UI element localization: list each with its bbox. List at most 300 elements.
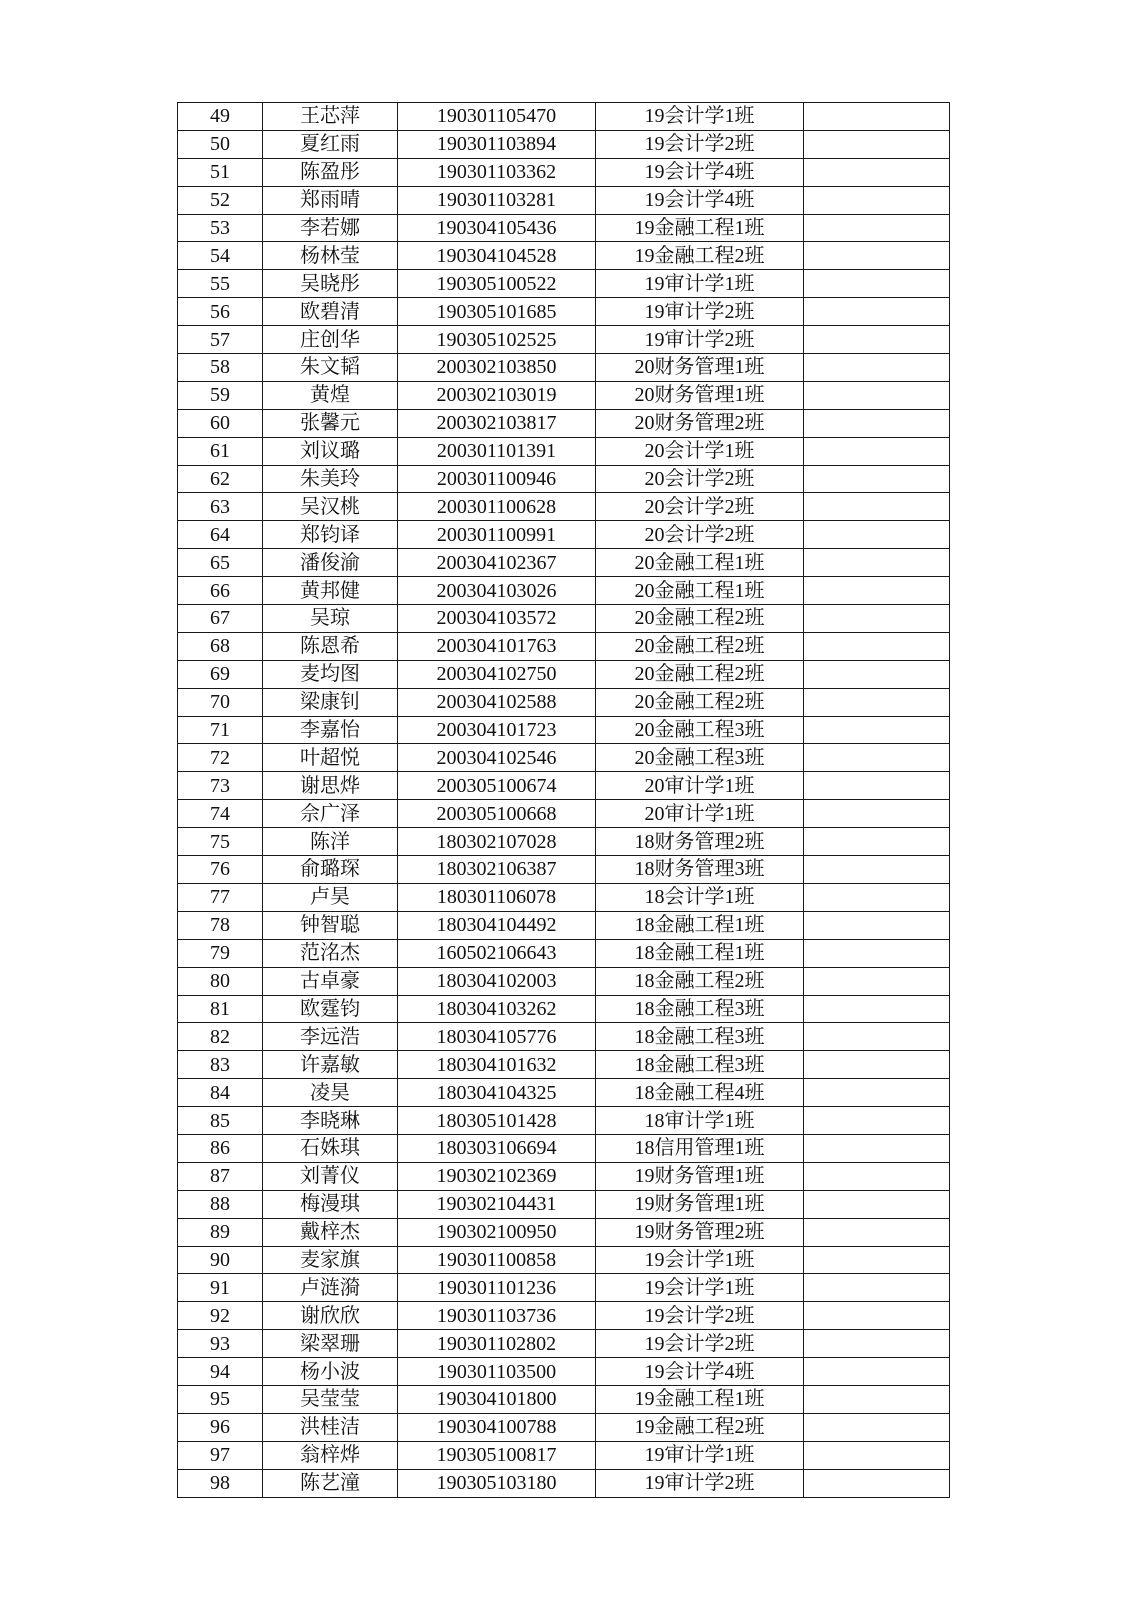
row-number-cell: 83 xyxy=(178,1051,263,1079)
student-id-cell: 190301103736 xyxy=(398,1302,596,1330)
row-number-cell: 81 xyxy=(178,995,263,1023)
remark-cell xyxy=(804,744,950,772)
row-number-cell: 66 xyxy=(178,577,263,605)
student-name-cell: 卢涟漪 xyxy=(263,1274,398,1302)
student-id-cell: 190301105470 xyxy=(398,103,596,131)
row-number-cell: 58 xyxy=(178,354,263,382)
remark-cell xyxy=(804,242,950,270)
student-name-cell: 古卓豪 xyxy=(263,967,398,995)
student-id-cell: 180304104325 xyxy=(398,1079,596,1107)
student-id-cell: 190302104431 xyxy=(398,1190,596,1218)
remark-cell xyxy=(804,1469,950,1497)
student-id-cell: 200302103019 xyxy=(398,381,596,409)
student-name-cell: 陈洋 xyxy=(263,828,398,856)
student-name-cell: 杨小波 xyxy=(263,1358,398,1386)
student-id-cell: 200305100674 xyxy=(398,772,596,800)
student-name-cell: 梁康钊 xyxy=(263,688,398,716)
student-name-cell: 梅漫琪 xyxy=(263,1190,398,1218)
student-id-cell: 180305101428 xyxy=(398,1107,596,1135)
student-id-cell: 180304101632 xyxy=(398,1051,596,1079)
student-id-cell: 190301100858 xyxy=(398,1246,596,1274)
student-name-cell: 佘广泽 xyxy=(263,800,398,828)
class-name-cell: 20审计学1班 xyxy=(596,800,804,828)
table-row xyxy=(178,186,950,214)
remark-cell xyxy=(804,800,950,828)
class-name-cell: 20金融工程3班 xyxy=(596,744,804,772)
table-row xyxy=(178,1385,950,1413)
remark-cell xyxy=(804,939,950,967)
student-id-cell: 190301101236 xyxy=(398,1274,596,1302)
class-name-cell: 20金融工程3班 xyxy=(596,716,804,744)
table-row xyxy=(178,1134,950,1162)
row-number-cell: 93 xyxy=(178,1330,263,1358)
row-number-cell: 75 xyxy=(178,828,263,856)
remark-cell xyxy=(804,158,950,186)
table-row xyxy=(178,577,950,605)
student-id-cell: 180304105776 xyxy=(398,1023,596,1051)
class-name-cell: 20金融工程1班 xyxy=(596,549,804,577)
row-number-cell: 96 xyxy=(178,1413,263,1441)
remark-cell xyxy=(804,465,950,493)
table-row xyxy=(178,1162,950,1190)
student-id-cell: 190305101685 xyxy=(398,298,596,326)
row-number-cell: 69 xyxy=(178,660,263,688)
student-id-cell: 200304102750 xyxy=(398,660,596,688)
remark-cell xyxy=(804,577,950,605)
row-number-cell: 88 xyxy=(178,1190,263,1218)
row-number-cell: 90 xyxy=(178,1246,263,1274)
student-id-cell: 190301103894 xyxy=(398,130,596,158)
class-name-cell: 18金融工程3班 xyxy=(596,1023,804,1051)
remark-cell xyxy=(804,326,950,354)
remark-cell xyxy=(804,1162,950,1190)
remark-cell xyxy=(804,716,950,744)
table-row xyxy=(178,1218,950,1246)
class-name-cell: 20会计学2班 xyxy=(596,465,804,493)
class-name-cell: 19审计学2班 xyxy=(596,298,804,326)
class-name-cell: 19会计学2班 xyxy=(596,1330,804,1358)
student-name-cell: 李晓琳 xyxy=(263,1107,398,1135)
student-id-cell: 200304103572 xyxy=(398,605,596,633)
remark-cell xyxy=(804,828,950,856)
table-row xyxy=(178,1441,950,1469)
student-id-cell: 200301100946 xyxy=(398,465,596,493)
remark-cell xyxy=(804,130,950,158)
table-row xyxy=(178,660,950,688)
remark-cell xyxy=(804,1441,950,1469)
row-number-cell: 49 xyxy=(178,103,263,131)
row-number-cell: 54 xyxy=(178,242,263,270)
student-name-cell: 戴梓杰 xyxy=(263,1218,398,1246)
student-id-cell: 190305103180 xyxy=(398,1469,596,1497)
table-row xyxy=(178,354,950,382)
table-row xyxy=(178,967,950,995)
remark-cell xyxy=(804,995,950,1023)
student-name-cell: 谢思烨 xyxy=(263,772,398,800)
roster-table-body xyxy=(178,103,950,1498)
class-name-cell: 19金融工程2班 xyxy=(596,1413,804,1441)
remark-cell xyxy=(804,967,950,995)
student-name-cell: 夏红雨 xyxy=(263,130,398,158)
class-name-cell: 19审计学1班 xyxy=(596,1441,804,1469)
remark-cell xyxy=(804,1218,950,1246)
class-name-cell: 18金融工程3班 xyxy=(596,1051,804,1079)
remark-cell xyxy=(804,1302,950,1330)
row-number-cell: 85 xyxy=(178,1107,263,1135)
remark-cell xyxy=(804,521,950,549)
student-name-cell: 陈盈彤 xyxy=(263,158,398,186)
remark-cell xyxy=(804,883,950,911)
student-name-cell: 梁翠珊 xyxy=(263,1330,398,1358)
table-row xyxy=(178,995,950,1023)
table-row xyxy=(178,688,950,716)
student-name-cell: 麦均图 xyxy=(263,660,398,688)
student-name-cell: 潘俊渝 xyxy=(263,549,398,577)
table-row xyxy=(178,632,950,660)
student-name-cell: 钟智聪 xyxy=(263,911,398,939)
student-name-cell: 吴汉桃 xyxy=(263,493,398,521)
class-name-cell: 19财务管理2班 xyxy=(596,1218,804,1246)
table-row xyxy=(178,493,950,521)
class-name-cell: 19财务管理1班 xyxy=(596,1162,804,1190)
table-row xyxy=(178,1469,950,1497)
class-name-cell: 19金融工程1班 xyxy=(596,214,804,242)
student-name-cell: 李若娜 xyxy=(263,214,398,242)
class-name-cell: 18金融工程3班 xyxy=(596,995,804,1023)
remark-cell xyxy=(804,1413,950,1441)
remark-cell xyxy=(804,1274,950,1302)
row-number-cell: 87 xyxy=(178,1162,263,1190)
row-number-cell: 71 xyxy=(178,716,263,744)
table-row xyxy=(178,326,950,354)
student-id-cell: 190305102525 xyxy=(398,326,596,354)
row-number-cell: 91 xyxy=(178,1274,263,1302)
student-name-cell: 凌昊 xyxy=(263,1079,398,1107)
table-row xyxy=(178,465,950,493)
row-number-cell: 76 xyxy=(178,856,263,884)
row-number-cell: 89 xyxy=(178,1218,263,1246)
class-name-cell: 19审计学2班 xyxy=(596,326,804,354)
student-id-cell: 190304101800 xyxy=(398,1385,596,1413)
remark-cell xyxy=(804,1023,950,1051)
class-name-cell: 20金融工程2班 xyxy=(596,632,804,660)
row-number-cell: 82 xyxy=(178,1023,263,1051)
student-id-cell: 160502106643 xyxy=(398,939,596,967)
student-id-cell: 190302100950 xyxy=(398,1218,596,1246)
student-id-cell: 190305100817 xyxy=(398,1441,596,1469)
student-name-cell: 杨林莹 xyxy=(263,242,398,270)
remark-cell xyxy=(804,632,950,660)
student-name-cell: 陈艺潼 xyxy=(263,1469,398,1497)
table-row xyxy=(178,856,950,884)
table-row xyxy=(178,158,950,186)
student-name-cell: 吴琼 xyxy=(263,605,398,633)
table-row xyxy=(178,1107,950,1135)
student-id-cell: 200305100668 xyxy=(398,800,596,828)
student-name-cell: 郑雨晴 xyxy=(263,186,398,214)
row-number-cell: 79 xyxy=(178,939,263,967)
table-row xyxy=(178,1023,950,1051)
student-name-cell: 张馨元 xyxy=(263,409,398,437)
class-name-cell: 19会计学1班 xyxy=(596,1246,804,1274)
remark-cell xyxy=(804,493,950,521)
class-name-cell: 18会计学1班 xyxy=(596,883,804,911)
row-number-cell: 92 xyxy=(178,1302,263,1330)
student-name-cell: 石姝琪 xyxy=(263,1134,398,1162)
student-id-cell: 200304102546 xyxy=(398,744,596,772)
student-id-cell: 200304101763 xyxy=(398,632,596,660)
remark-cell xyxy=(804,911,950,939)
remark-cell xyxy=(804,103,950,131)
table-row xyxy=(178,298,950,326)
class-name-cell: 19审计学1班 xyxy=(596,270,804,298)
class-name-cell: 20金融工程1班 xyxy=(596,577,804,605)
class-name-cell: 18金融工程4班 xyxy=(596,1079,804,1107)
student-id-cell: 190301103500 xyxy=(398,1358,596,1386)
remark-cell xyxy=(804,354,950,382)
table-row xyxy=(178,883,950,911)
class-name-cell: 20会计学1班 xyxy=(596,437,804,465)
class-name-cell: 20金融工程2班 xyxy=(596,660,804,688)
table-row xyxy=(178,1190,950,1218)
row-number-cell: 74 xyxy=(178,800,263,828)
remark-cell xyxy=(804,660,950,688)
student-id-cell: 200301100628 xyxy=(398,493,596,521)
student-id-cell: 190304104528 xyxy=(398,242,596,270)
table-row xyxy=(178,911,950,939)
remark-cell xyxy=(804,298,950,326)
class-name-cell: 19会计学2班 xyxy=(596,1302,804,1330)
remark-cell xyxy=(804,409,950,437)
class-name-cell: 18信用管理1班 xyxy=(596,1134,804,1162)
student-id-cell: 180304103262 xyxy=(398,995,596,1023)
remark-cell xyxy=(804,1358,950,1386)
table-row xyxy=(178,521,950,549)
class-name-cell: 20财务管理2班 xyxy=(596,409,804,437)
student-id-cell: 180304102003 xyxy=(398,967,596,995)
row-number-cell: 51 xyxy=(178,158,263,186)
remark-cell xyxy=(804,186,950,214)
row-number-cell: 67 xyxy=(178,605,263,633)
row-number-cell: 57 xyxy=(178,326,263,354)
table-row xyxy=(178,1246,950,1274)
table-row xyxy=(178,130,950,158)
row-number-cell: 59 xyxy=(178,381,263,409)
student-id-cell: 180304104492 xyxy=(398,911,596,939)
row-number-cell: 56 xyxy=(178,298,263,326)
class-name-cell: 19审计学2班 xyxy=(596,1469,804,1497)
student-name-cell: 叶超悦 xyxy=(263,744,398,772)
row-number-cell: 94 xyxy=(178,1358,263,1386)
remark-cell xyxy=(804,1051,950,1079)
student-id-cell: 190304100788 xyxy=(398,1413,596,1441)
remark-cell xyxy=(804,1330,950,1358)
student-name-cell: 陈恩希 xyxy=(263,632,398,660)
table-row xyxy=(178,214,950,242)
student-name-cell: 王芯萍 xyxy=(263,103,398,131)
student-name-cell: 朱文韬 xyxy=(263,354,398,382)
class-name-cell: 19会计学4班 xyxy=(596,186,804,214)
remark-cell xyxy=(804,1385,950,1413)
table-row xyxy=(178,939,950,967)
student-name-cell: 吴晓彤 xyxy=(263,270,398,298)
student-id-cell: 190301103362 xyxy=(398,158,596,186)
remark-cell xyxy=(804,856,950,884)
table-row xyxy=(178,828,950,856)
row-number-cell: 50 xyxy=(178,130,263,158)
remark-cell xyxy=(804,1190,950,1218)
class-name-cell: 20财务管理1班 xyxy=(596,381,804,409)
table-row xyxy=(178,103,950,131)
remark-cell xyxy=(804,437,950,465)
class-name-cell: 18审计学1班 xyxy=(596,1107,804,1135)
student-id-cell: 190301103281 xyxy=(398,186,596,214)
remark-cell xyxy=(804,270,950,298)
student-name-cell: 麦家旗 xyxy=(263,1246,398,1274)
remark-cell xyxy=(804,605,950,633)
student-name-cell: 谢欣欣 xyxy=(263,1302,398,1330)
student-name-cell: 郑钧译 xyxy=(263,521,398,549)
student-id-cell: 180302107028 xyxy=(398,828,596,856)
student-id-cell: 200301101391 xyxy=(398,437,596,465)
row-number-cell: 80 xyxy=(178,967,263,995)
student-id-cell: 200302103817 xyxy=(398,409,596,437)
remark-cell xyxy=(804,688,950,716)
table-row xyxy=(178,270,950,298)
row-number-cell: 84 xyxy=(178,1079,263,1107)
class-name-cell: 18金融工程1班 xyxy=(596,939,804,967)
row-number-cell: 63 xyxy=(178,493,263,521)
table-row xyxy=(178,1302,950,1330)
table-row xyxy=(178,744,950,772)
class-name-cell: 19会计学2班 xyxy=(596,130,804,158)
student-roster-table xyxy=(177,102,950,1498)
class-name-cell: 19会计学1班 xyxy=(596,103,804,131)
student-id-cell: 190304105436 xyxy=(398,214,596,242)
table-row xyxy=(178,409,950,437)
remark-cell xyxy=(804,1079,950,1107)
student-name-cell: 翁梓烨 xyxy=(263,1441,398,1469)
remark-cell xyxy=(804,1134,950,1162)
class-name-cell: 18财务管理2班 xyxy=(596,828,804,856)
table-row xyxy=(178,1330,950,1358)
student-id-cell: 200304102588 xyxy=(398,688,596,716)
table-row xyxy=(178,437,950,465)
student-id-cell: 180301106078 xyxy=(398,883,596,911)
row-number-cell: 86 xyxy=(178,1134,263,1162)
class-name-cell: 19会计学4班 xyxy=(596,1358,804,1386)
class-name-cell: 19财务管理1班 xyxy=(596,1190,804,1218)
class-name-cell: 19会计学1班 xyxy=(596,1274,804,1302)
row-number-cell: 68 xyxy=(178,632,263,660)
table-row xyxy=(178,1051,950,1079)
student-name-cell: 欧碧清 xyxy=(263,298,398,326)
student-name-cell: 洪桂洁 xyxy=(263,1413,398,1441)
class-name-cell: 19金融工程2班 xyxy=(596,242,804,270)
row-number-cell: 62 xyxy=(178,465,263,493)
student-name-cell: 刘议璐 xyxy=(263,437,398,465)
class-name-cell: 20金融工程2班 xyxy=(596,605,804,633)
class-name-cell: 19会计学4班 xyxy=(596,158,804,186)
row-number-cell: 98 xyxy=(178,1469,263,1497)
row-number-cell: 61 xyxy=(178,437,263,465)
student-id-cell: 200304103026 xyxy=(398,577,596,605)
remark-cell xyxy=(804,1246,950,1274)
student-name-cell: 李远浩 xyxy=(263,1023,398,1051)
row-number-cell: 73 xyxy=(178,772,263,800)
student-name-cell: 吴莹莹 xyxy=(263,1385,398,1413)
student-id-cell: 200301100991 xyxy=(398,521,596,549)
student-name-cell: 庄创华 xyxy=(263,326,398,354)
table-row xyxy=(178,772,950,800)
class-name-cell: 20会计学2班 xyxy=(596,521,804,549)
student-name-cell: 欧霆钧 xyxy=(263,995,398,1023)
class-name-cell: 20会计学2班 xyxy=(596,493,804,521)
row-number-cell: 65 xyxy=(178,549,263,577)
student-name-cell: 卢昊 xyxy=(263,883,398,911)
remark-cell xyxy=(804,549,950,577)
student-id-cell: 200304102367 xyxy=(398,549,596,577)
remark-cell xyxy=(804,1107,950,1135)
class-name-cell: 18金融工程2班 xyxy=(596,967,804,995)
table-row xyxy=(178,381,950,409)
row-number-cell: 53 xyxy=(178,214,263,242)
row-number-cell: 97 xyxy=(178,1441,263,1469)
row-number-cell: 55 xyxy=(178,270,263,298)
student-name-cell: 许嘉敏 xyxy=(263,1051,398,1079)
table-row xyxy=(178,1274,950,1302)
student-name-cell: 刘菁仪 xyxy=(263,1162,398,1190)
table-row xyxy=(178,605,950,633)
row-number-cell: 78 xyxy=(178,911,263,939)
student-name-cell: 黄煌 xyxy=(263,381,398,409)
row-number-cell: 95 xyxy=(178,1385,263,1413)
remark-cell xyxy=(804,381,950,409)
student-name-cell: 俞璐琛 xyxy=(263,856,398,884)
class-name-cell: 20审计学1班 xyxy=(596,772,804,800)
table-row xyxy=(178,242,950,270)
class-name-cell: 18财务管理3班 xyxy=(596,856,804,884)
student-id-cell: 190305100522 xyxy=(398,270,596,298)
row-number-cell: 77 xyxy=(178,883,263,911)
student-id-cell: 180302106387 xyxy=(398,856,596,884)
row-number-cell: 60 xyxy=(178,409,263,437)
student-id-cell: 200302103850 xyxy=(398,354,596,382)
student-id-cell: 200304101723 xyxy=(398,716,596,744)
table-row xyxy=(178,800,950,828)
class-name-cell: 18金融工程1班 xyxy=(596,911,804,939)
student-name-cell: 范洺杰 xyxy=(263,939,398,967)
row-number-cell: 72 xyxy=(178,744,263,772)
student-id-cell: 190302102369 xyxy=(398,1162,596,1190)
student-name-cell: 黄邦健 xyxy=(263,577,398,605)
class-name-cell: 20金融工程2班 xyxy=(596,688,804,716)
class-name-cell: 20财务管理1班 xyxy=(596,354,804,382)
table-row xyxy=(178,716,950,744)
remark-cell xyxy=(804,772,950,800)
student-name-cell: 李嘉怡 xyxy=(263,716,398,744)
table-row xyxy=(178,1079,950,1107)
student-name-cell: 朱美玲 xyxy=(263,465,398,493)
student-id-cell: 180303106694 xyxy=(398,1134,596,1162)
table-row xyxy=(178,1413,950,1441)
table-row xyxy=(178,549,950,577)
row-number-cell: 64 xyxy=(178,521,263,549)
row-number-cell: 70 xyxy=(178,688,263,716)
row-number-cell: 52 xyxy=(178,186,263,214)
remark-cell xyxy=(804,214,950,242)
student-id-cell: 190301102802 xyxy=(398,1330,596,1358)
